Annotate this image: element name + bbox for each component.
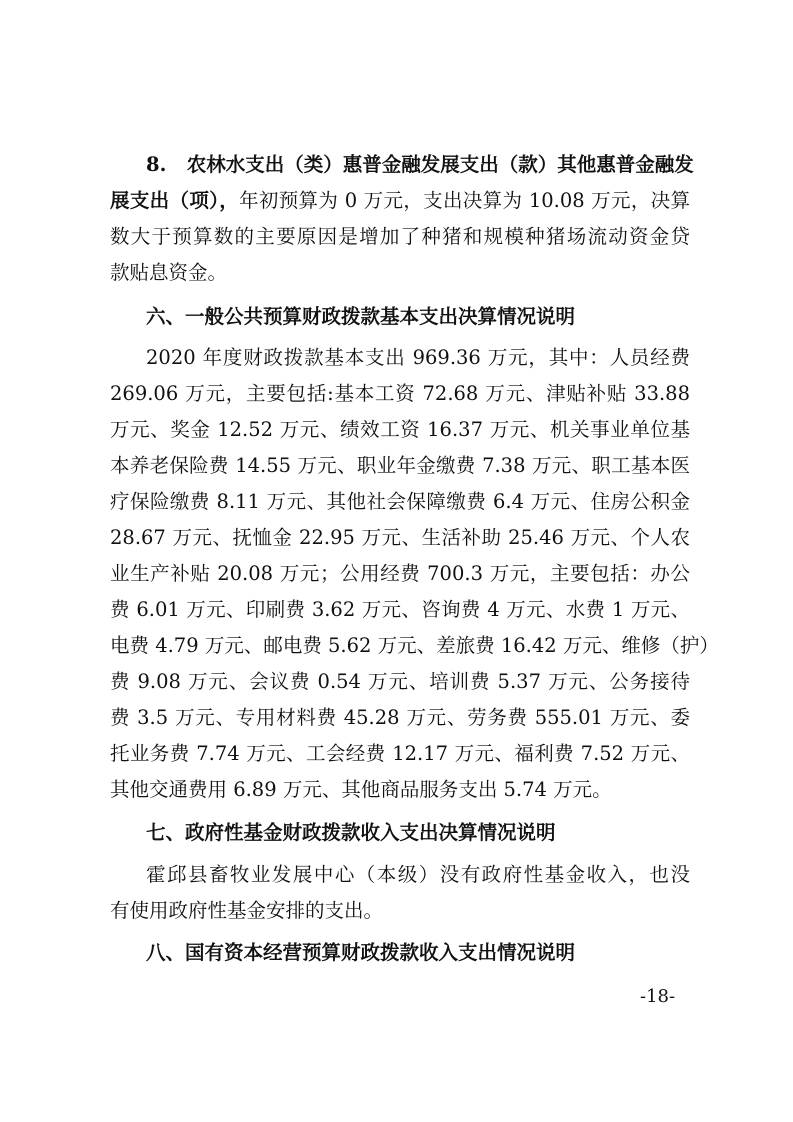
paragraph-line: 28.67 万元、抚恤金 22.95 万元、生活补助 25.46 万元、个人农 [110,526,690,549]
section-6-heading: 六、一般公共预算财政拨款基本支出决算情况说明 [146,305,576,328]
paragraph-line: 本养老保险费 14.55 万元、职业年金缴费 7.38 万元、职工基本医 [110,454,690,477]
paragraph-line: 269.06 万元，主要包括:基本工资 72.68 万元、津贴补贴 33.88 [110,382,690,405]
paragraph-line: 费 9.08 万元、会议费 0.54 万元、培训费 5.37 万元、公务接待 [110,670,690,693]
item-8-line-2 [110,183,690,219]
item-8-text: 年初预算为 0 万元，支出决算为 10.08 万元，决算 [239,189,690,212]
paragraph-line: 业生产补贴 20.08 万元；公用经费 700.3 万元，主要包括：办公 [110,562,690,585]
paragraph-line: 2020 年度财政拨款基本支出 969.36 万元，其中：人员经费 [146,346,690,369]
section-7-heading: 七、政府性基金财政拨款收入支出决算情况说明 [146,821,556,844]
item-8-title-cont: 展支出（项）， [110,189,240,212]
item-8-title-text: 8. 农林水支出（类）惠普金融发展支出（款）其他惠普金融发 [146,153,694,176]
paragraph-line: 有使用政府性基金安排的支出。 [110,899,384,922]
paragraph-line: 费 6.01 万元、印刷费 3.62 万元、咨询费 4 万元、水费 1 万元、 [110,598,690,621]
paragraph-line: 电费 4.79 万元、邮电费 5.62 万元、差旅费 16.42 万元、维修（护） [110,634,719,657]
paragraph-line: 款贴息资金。 [110,261,228,284]
paragraph-line: 万元、奖金 12.52 万元、绩效工资 16.37 万元、机关事业单位基 [110,418,690,441]
paragraph-line: 费 3.5 万元、专用材料费 45.28 万元、劳务费 555.01 万元、委 [110,706,690,729]
paragraph-line: 其他交通费用 6.89 万元、其他商品服务支出 5.74 万元。 [110,778,612,801]
section-8-heading: 八、国有资本经营预算财政拨款收入支出情况说明 [146,941,576,964]
item-8-title [146,147,694,183]
paragraph-line: 数大于预算数的主要原因是增加了种猪和规模种猪场流动资金贷 [110,225,690,248]
paragraph-line: 霍邱县畜牧业发展中心（本级）没有政府性基金收入，也没 [146,863,690,886]
paragraph-line: 疗保险缴费 8.11 万元、其他社会保障缴费 6.4 万元、住房公积金 [110,490,690,513]
page-number: -18- [640,986,676,1007]
paragraph-line: 托业务费 7.74 万元、工会经费 12.17 万元、福利费 7.52 万元、 [110,742,690,765]
